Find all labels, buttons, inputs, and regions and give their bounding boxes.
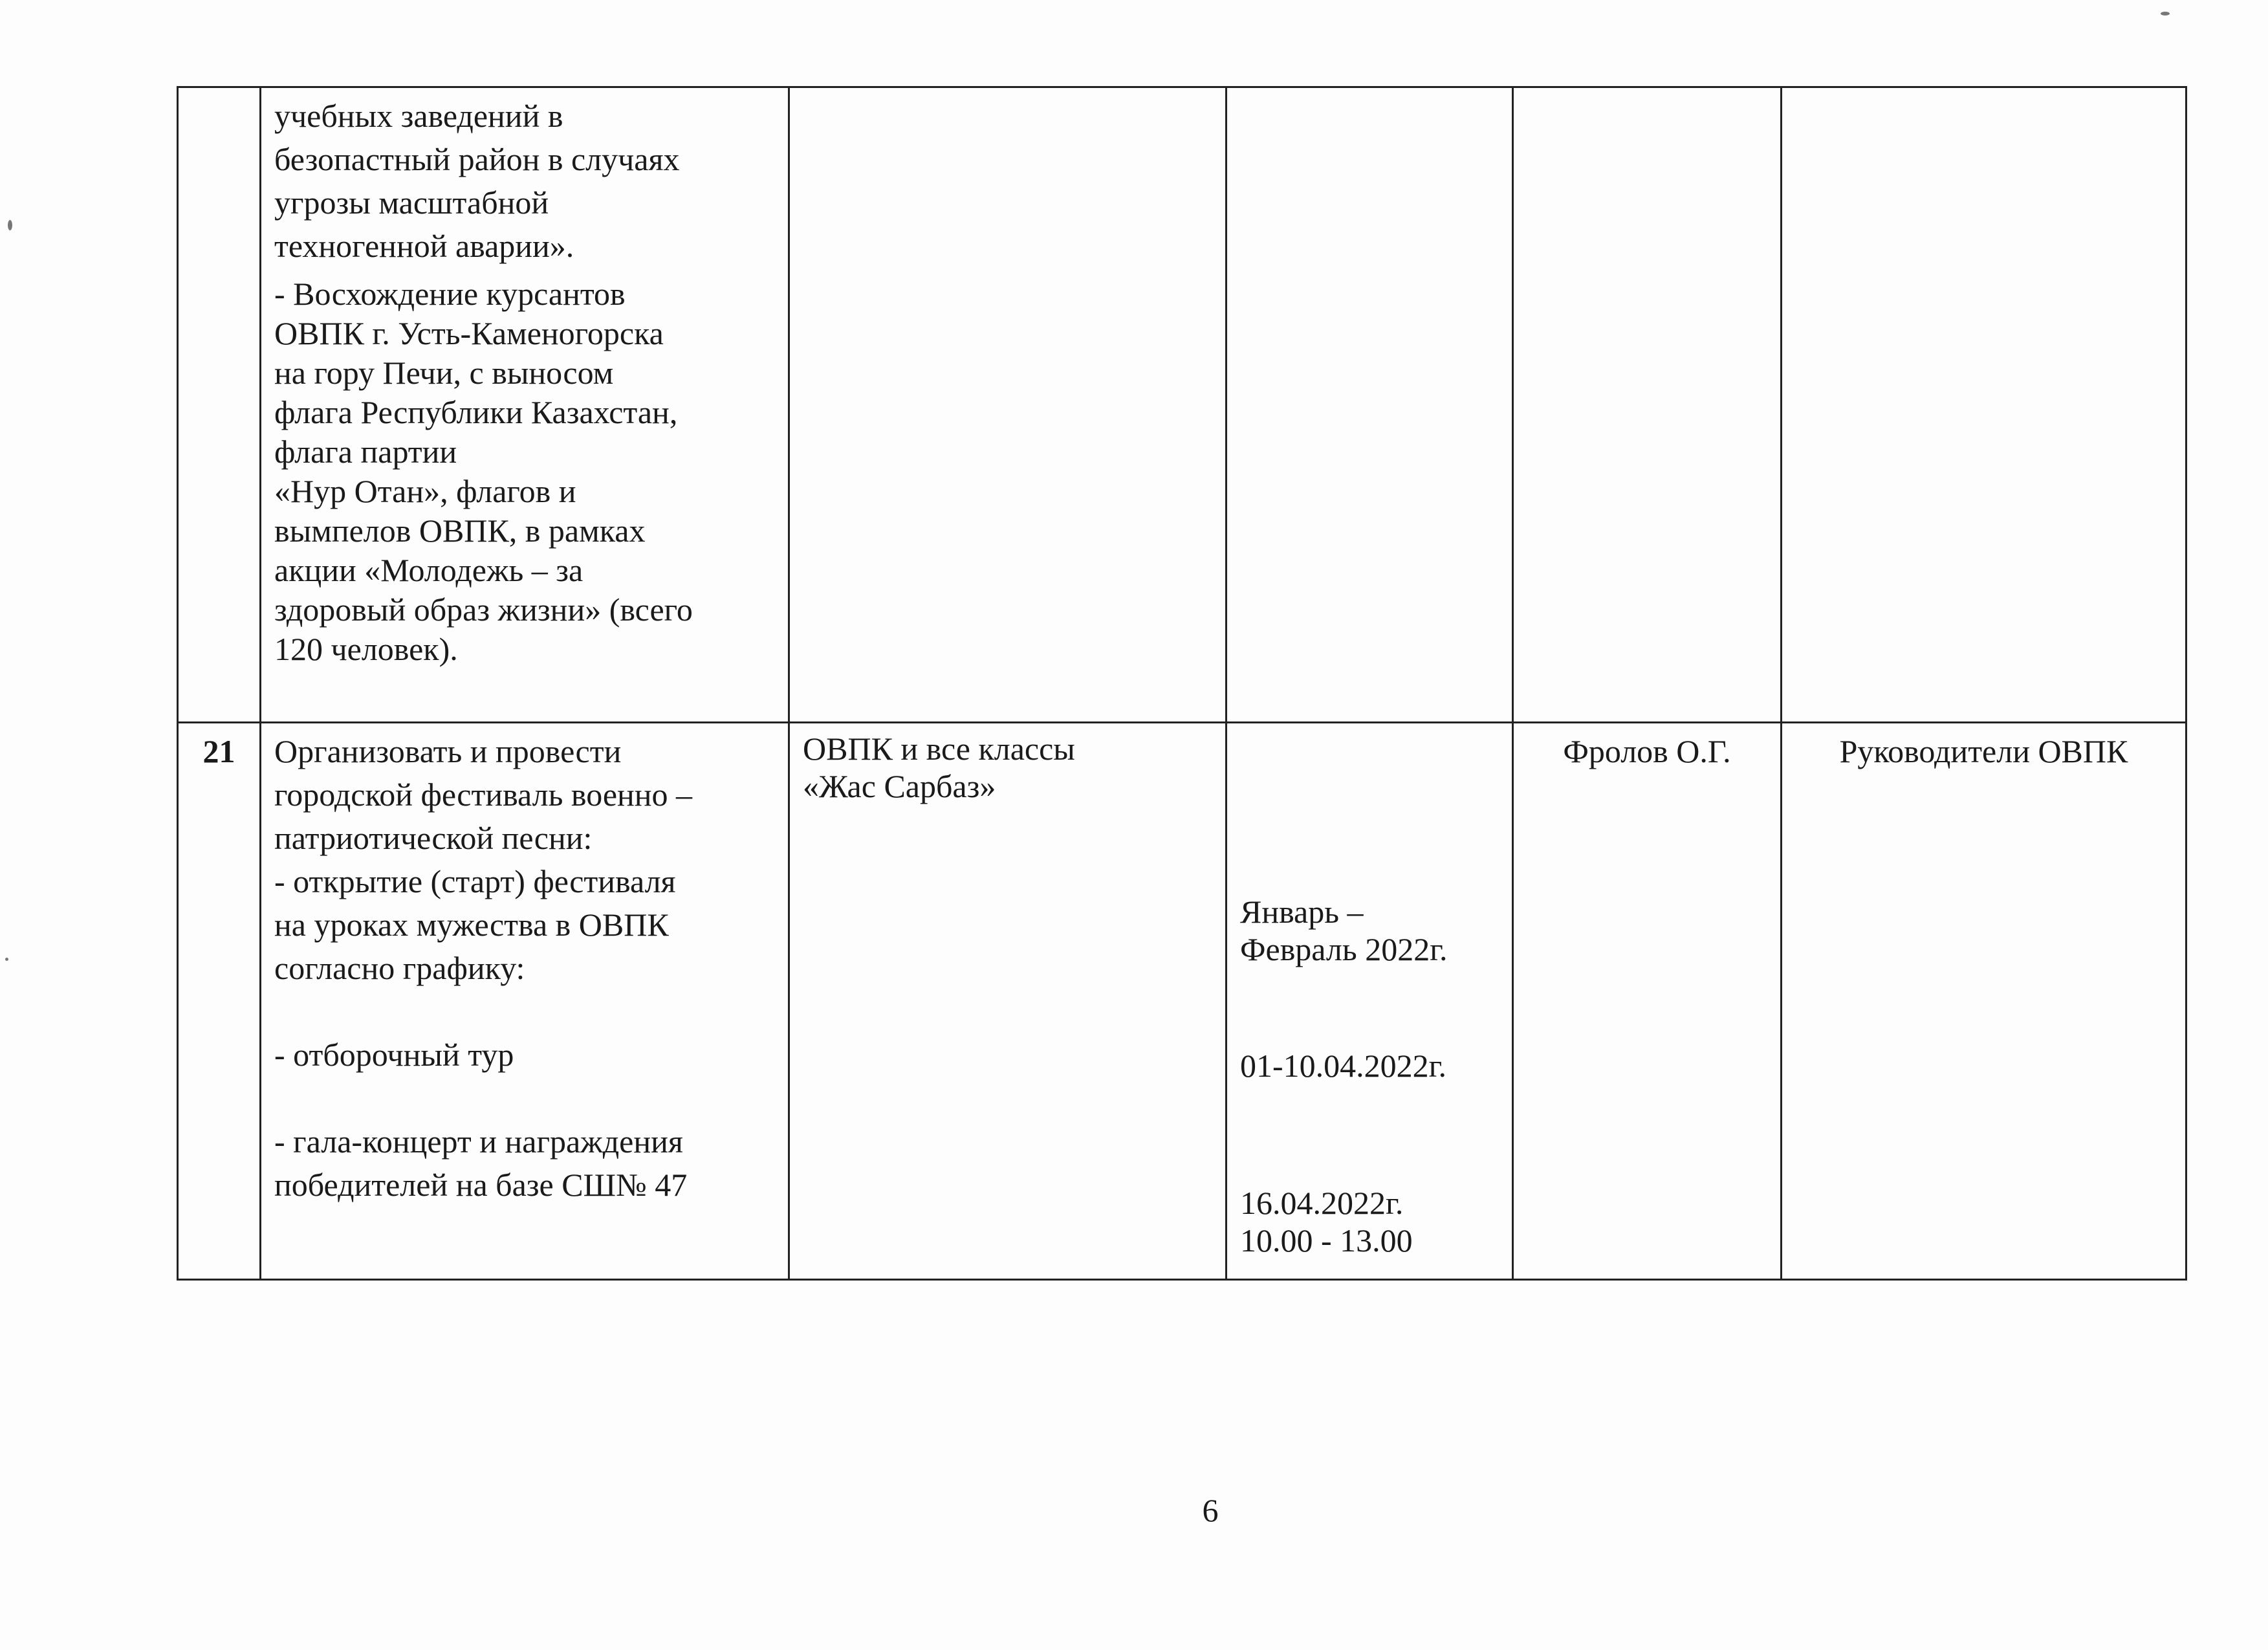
target-line: ОВПК и все классы: [803, 731, 1075, 767]
scan-speck: [8, 220, 12, 230]
target-cell: [789, 87, 1227, 723]
date-line: 16.04.2022г.: [1240, 1185, 1404, 1221]
executors-name: Руководители ОВПК: [1839, 733, 2128, 769]
scan-speck: [5, 958, 8, 961]
date-line: 01-10.04.2022г.: [1240, 1048, 1447, 1084]
plan-table: [177, 86, 2187, 1281]
date-line: 10.00 - 13.00: [1240, 1222, 1413, 1259]
event-line: «Нур Отан», флагов и: [274, 473, 576, 509]
table-row: [178, 87, 2186, 723]
event-line: флага Республики Казахстан,: [274, 394, 678, 430]
event-line: победителей на базе СШ№ 47: [274, 1167, 688, 1203]
event-line: Организовать и провести: [274, 733, 622, 769]
event-cell: [261, 87, 789, 723]
event-line: городской фестиваль военно –: [274, 776, 693, 813]
date-cell: [1227, 87, 1513, 723]
row-number-cell: [178, 723, 261, 1280]
page-number: 6: [1202, 1492, 1219, 1528]
row-number-cell: [178, 87, 261, 723]
responsible-name: Фролов О.Г.: [1563, 733, 1731, 769]
event-line: согласно графику:: [274, 950, 525, 986]
date-opening: [1240, 893, 1448, 968]
event-line: - отборочный тур: [274, 1037, 514, 1073]
row-number: 21: [202, 733, 235, 769]
date-line: Январь –: [1240, 894, 1364, 930]
date-selection: [1240, 1047, 1446, 1084]
event-cell: [261, 723, 789, 1280]
responsible-cell: [1513, 723, 1782, 1280]
event-line: ОВПК г. Усть-Каменогорска: [274, 315, 664, 351]
target-cell: [789, 723, 1227, 1280]
event-line: патриотической песни:: [274, 820, 593, 856]
event-line: - открытие (старт) фестиваля: [274, 863, 676, 899]
event-line: здоровый образ жизни» (всего: [274, 591, 693, 628]
event-line: 120 человек).: [274, 631, 458, 667]
event-line: на гору Печи, с выносом: [274, 355, 614, 391]
date-gala: [1240, 1184, 1413, 1259]
date-line: Февраль 2022г.: [1240, 931, 1448, 967]
event-line: акции «Молодежь – за: [274, 552, 583, 588]
event-line: техногенной аварии».: [274, 228, 574, 264]
table-row: [178, 723, 2186, 1280]
executors-cell: [1782, 723, 2186, 1280]
event-line: - гала-концерт и награждения: [274, 1123, 683, 1160]
event-paragraph: [274, 274, 775, 669]
executors-cell: [1782, 87, 2186, 723]
responsible-cell: [1513, 87, 1782, 723]
event-line: учебных заведений в: [274, 98, 563, 134]
event-line: вымпелов ОВПК, в рамках: [274, 512, 646, 549]
date-cell: [1227, 723, 1513, 1280]
event-line: - Восхождение курсантов: [274, 276, 626, 312]
event-line: на уроках мужества в ОВПК: [274, 907, 669, 943]
event-line: безопастный район в случаях: [274, 141, 680, 177]
event-line: угрозы масштабной: [274, 184, 549, 221]
scan-speck: [2161, 12, 2170, 16]
target-line: «Жас Сарбаз»: [803, 768, 996, 804]
event-line: флага партии: [274, 434, 457, 470]
